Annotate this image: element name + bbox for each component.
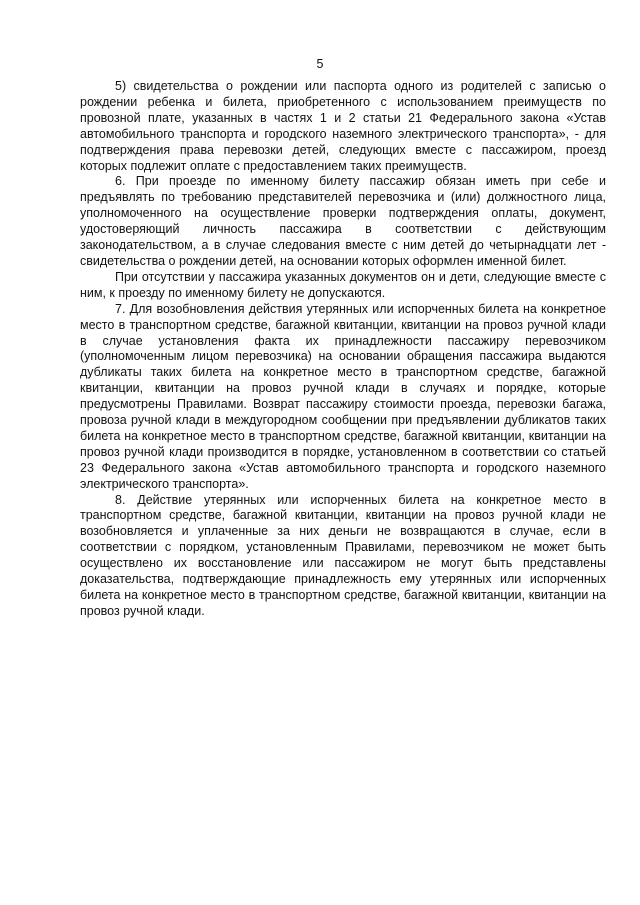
- paragraph-6-missing-documents: При отсутствии у пассажира указанных документов он и дети, следующие вместе с ним, к проезду по именному билету не допускаются.: [80, 269, 606, 300]
- paragraph-item-5-birth-certificates: 5) свидетельства о рождении или паспорта одного из родителей с записью о рождении ребенка и билета, приобретенного с использованием преимуществ по провозной плате, указанных в частях 1 и 2 статьи 21 Федерального закона «Устав автомобильного транспорта и городского наземного электрического транспорта», - для подтверждения права перевозки детей, следующих вместе с пассажиром, проезд которых подлежит оплате с предоставлением таких преимуществ.: [80, 79, 606, 173]
- page-number: 5: [316, 57, 324, 71]
- paragraph-8-lost-tickets: 8. Действие утерянных или испорченных билета на конкретное место в транспортном средстве, багажной квитанции, квитанции на провоз ручной клади не возобновляется и уплаченные за них деньги не возвращаются в случае, если в соответствии с порядком, установленным Правилами, перевозчиком не может быть осуществлено их восстановление или пассажиром не могут быть представлены доказательства, подтверждающие принадлежность ему утерянных или испорченных билета на конкретное место в транспортном средстве, багажной квитанции, квитанции на провоз ручной клади.: [80, 492, 606, 618]
- paragraph-7-duplicates: 7. Для возобновления действия утерянных или испорченных билета на конкретное место в транспортном средстве, багажной квитанции, квитанции на провоз ручной клади в случае установления факта их принадлежности пассажиру перевозчиком (уполномоченным лицом перевозчика) на основании обращения пассажира выдаются дубликаты таких билета на конкретное место в транспортном средстве, багажной квитанции, квитанции на провоз ручной клади в случаях и порядке, которые предусмотрены Правилами. Возврат пассажиру стоимости проезда, перевозки багажа, провоза ручной клади в междугородном сообщении при предъявлении дубликатов таких билета на конкретное место в транспортном средстве, багажной квитанции, квитанции на провоз ручной клади производится в порядке, установленном в соответствии со статьей 23 Федерального закона «Устав автомобильного транспорта и городского наземного электрического транспорта».: [80, 301, 606, 491]
- paragraph-6-named-ticket-documents: 6. При проезде по именному билету пассажир обязан иметь при себе и предъявлять по требованию представителей перевозчика и (или) должностного лица, уполномоченного на осуществление проверки подтверждения оплаты, документ, удостоверяющий личность пассажира в соответствии с действующим законодательством, а в случае следования вместе с ним детей до четырнадцати лет - свидетельства о рождении детей, на основании которых оформлен именной билет.: [80, 174, 606, 268]
- document-body: [80, 79, 606, 620]
